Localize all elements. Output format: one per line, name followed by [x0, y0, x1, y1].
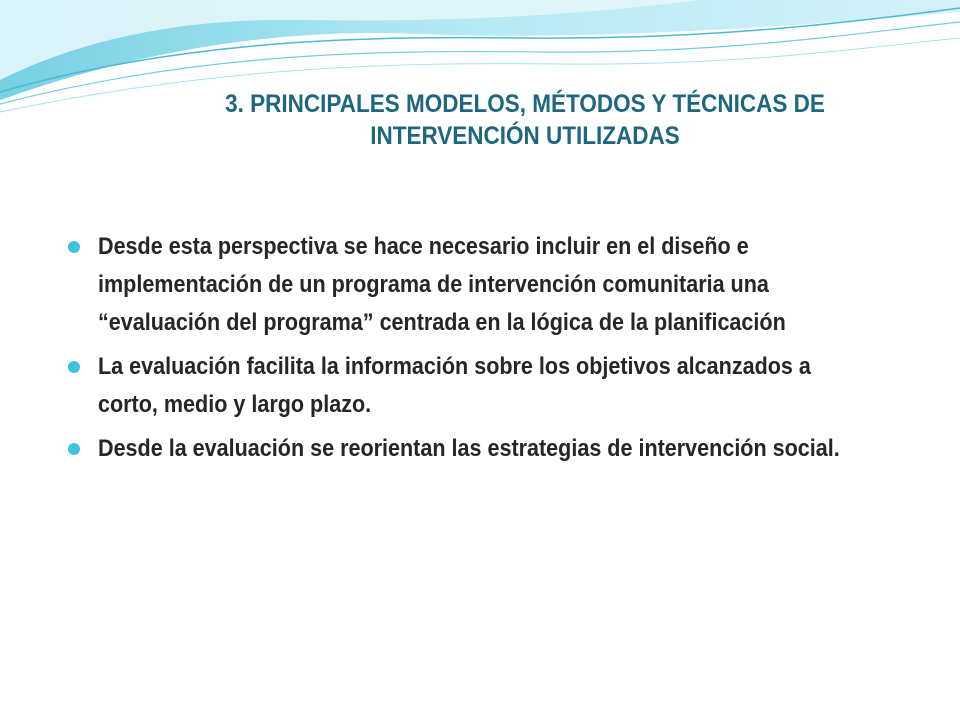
bullet-item [68, 430, 868, 468]
bullet-dot-icon [68, 361, 80, 373]
bullet-dot-icon [68, 241, 80, 253]
bullet-text: Desde la evaluación se reorientan las estrategias de intervención social. [98, 435, 840, 462]
bullet-text: Desde esta perspectiva se hace necesario incluir en el diseño e implementación de un programa de intervención comunitaria una “evaluación del programa” centrada en la lógica de la planificación [98, 233, 786, 336]
bullet-text: La evaluación facilita la información sobre los objetivos alcanzados a corto, medio y largo plazo. [98, 353, 811, 418]
bullet-item [68, 348, 868, 424]
slide-title [170, 88, 881, 152]
bullet-item [68, 228, 868, 342]
bullet-list [68, 228, 868, 474]
slide-title-line-2: INTERVENCIÓN UTILIZADAS [370, 122, 680, 150]
bullet-dot-icon [68, 443, 80, 455]
slide-title-line-1: 3. PRINCIPALES MODELOS, MÉTODOS Y TÉCNICAS DE [225, 90, 825, 118]
